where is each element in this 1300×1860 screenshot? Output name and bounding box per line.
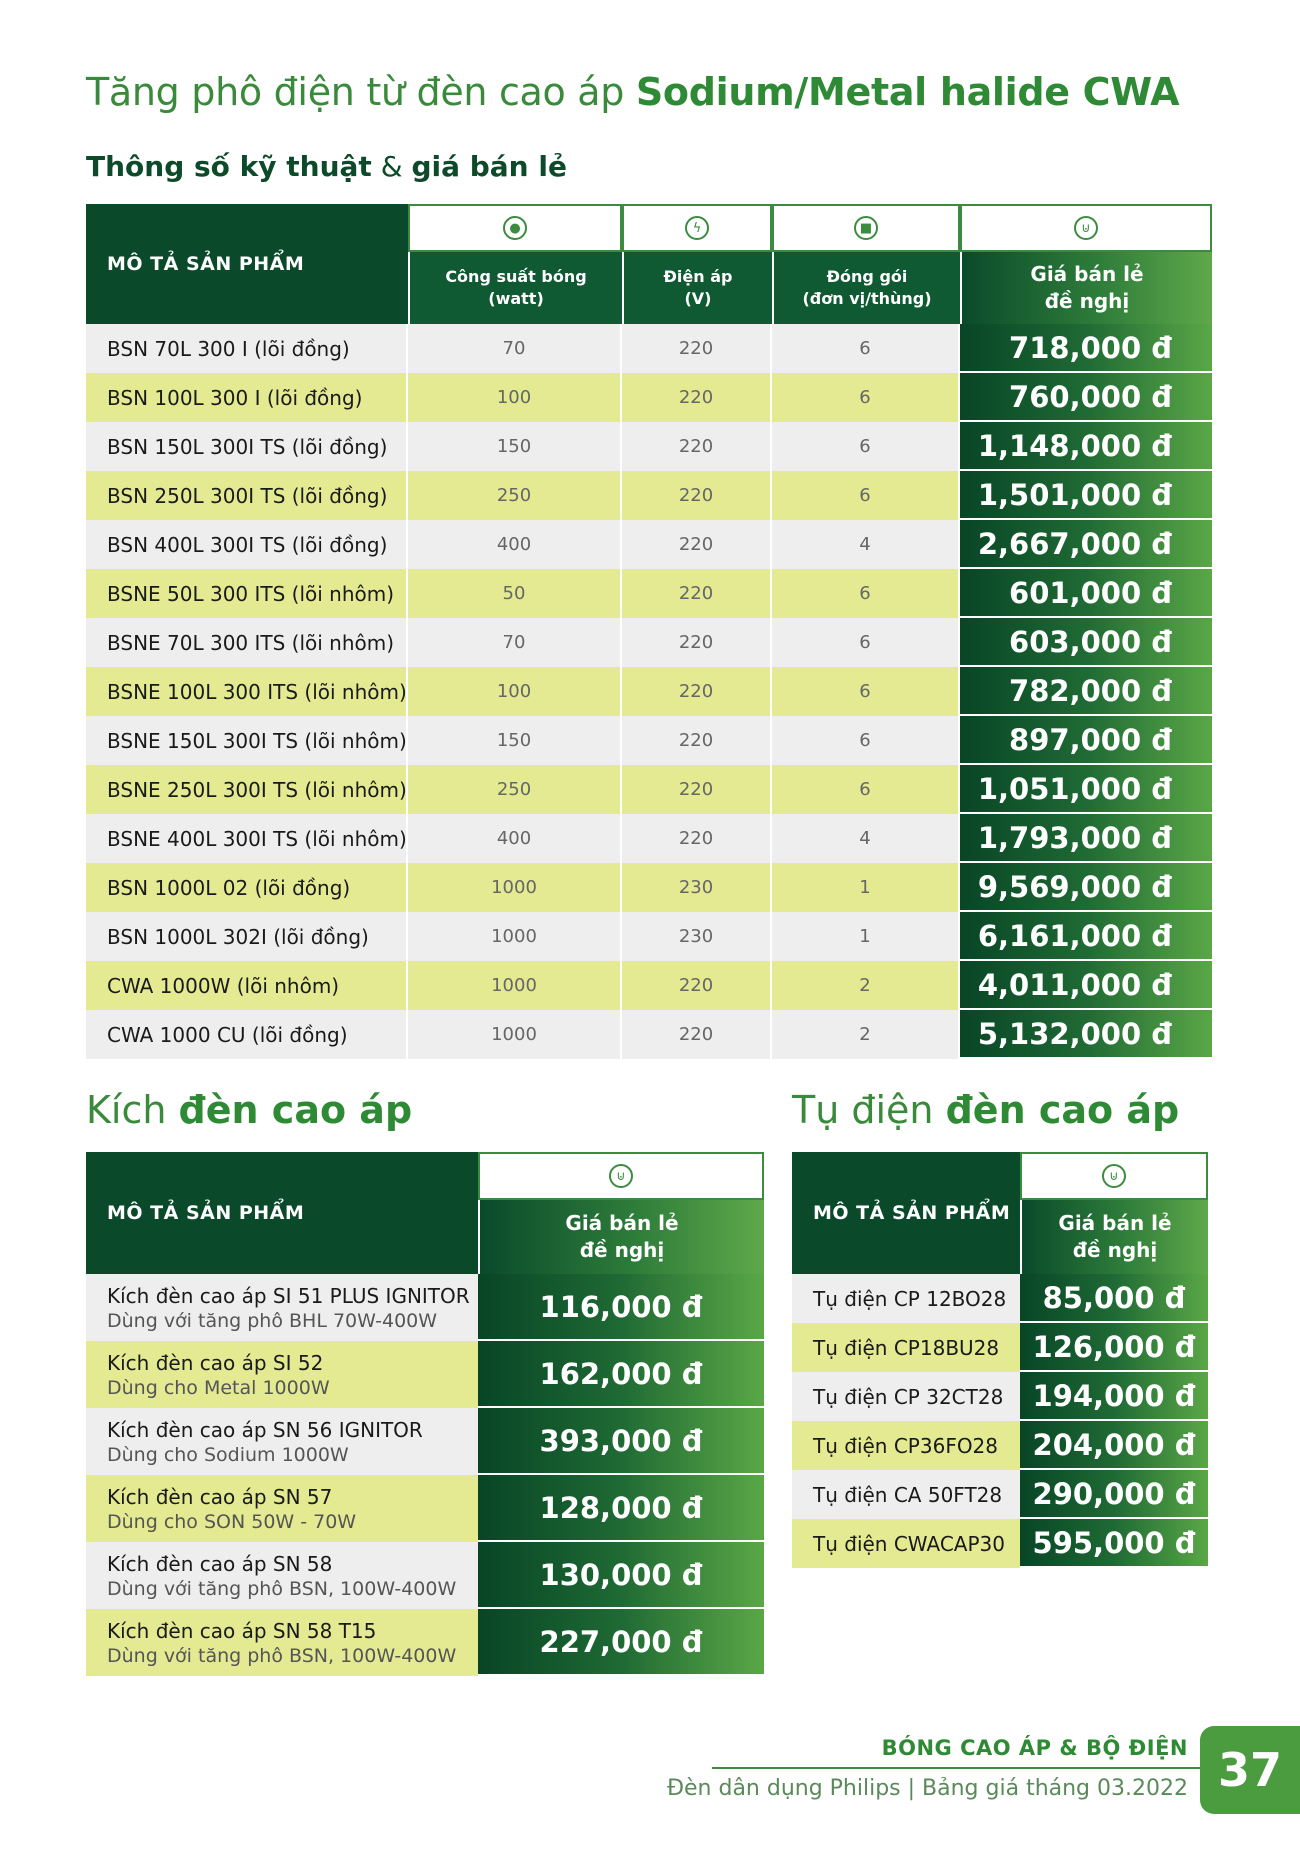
- capacitor-price: 204,000 đ: [1020, 1421, 1208, 1470]
- ballast-name-cell: [86, 1341, 478, 1408]
- ballast-row: [86, 1408, 764, 1475]
- col-price-header: [960, 252, 1212, 324]
- lightning-icon: ϟ: [685, 216, 709, 240]
- voltage-value: 220: [622, 569, 772, 618]
- cart-icon: ⊍: [1074, 216, 1098, 240]
- col-voltage-line2: (V): [684, 289, 712, 308]
- pack-value: 6: [772, 569, 960, 618]
- box-icon: ■: [854, 216, 878, 240]
- price-value: 760,000 đ: [960, 373, 1212, 422]
- col-price-line2: đề nghị: [1044, 289, 1130, 313]
- pack-value: 6: [772, 324, 960, 373]
- pack-value: 6: [772, 618, 960, 667]
- table-row: [86, 373, 1212, 422]
- product-name: BSN 70L 300 I (lõi đồng): [86, 324, 408, 373]
- col-price-line1: Giá bán lẻ: [1030, 262, 1144, 286]
- price-value: 1,501,000 đ: [960, 471, 1212, 520]
- table-row: [86, 324, 1212, 373]
- col-pack-line1: Đóng gói: [826, 267, 908, 287]
- table-row: [86, 1010, 1212, 1059]
- pack-value: 6: [772, 667, 960, 716]
- page-subtitle: [86, 150, 567, 183]
- ballast-header-desc: [86, 1152, 478, 1274]
- product-name: BSNE 150L 300I TS (lõi nhôm): [86, 716, 408, 765]
- price-value: 6,161,000 đ: [960, 912, 1212, 961]
- capacitor-header-desc: [792, 1152, 1020, 1274]
- ballast-section-title: [86, 1088, 412, 1132]
- table-row: [86, 961, 1212, 1010]
- power-value: 250: [408, 765, 622, 814]
- voltage-value: 220: [622, 814, 772, 863]
- product-name: CWA 1000 CU (lõi đồng): [86, 1010, 408, 1059]
- table-row: [86, 912, 1212, 961]
- main-table-header-desc: [86, 204, 408, 324]
- cart-icon: ⊍: [609, 1164, 633, 1188]
- voltage-icon-cell: [622, 204, 772, 252]
- table-row: [86, 471, 1212, 520]
- ballast-price-line2: đề nghị: [579, 1238, 665, 1262]
- pack-value: 4: [772, 814, 960, 863]
- ballast-usage: Dùng cho Sodium 1000W: [107, 1443, 349, 1466]
- table-row: [86, 667, 1212, 716]
- voltage-value: 230: [622, 912, 772, 961]
- ballast-header-desc-text: MÔ TẢ SẢN PHẨM: [107, 1202, 305, 1224]
- ballast-title-bold: đèn cao áp: [178, 1088, 413, 1132]
- capacitor-name: Tụ điện CP18BU28: [813, 1335, 1000, 1360]
- capacitor-name: Tụ điện CA 50FT28: [813, 1482, 1003, 1507]
- page-title: [86, 70, 1179, 114]
- ballast-price: 116,000 đ: [478, 1274, 764, 1341]
- ballast-name: Kích đèn cao áp SN 56 IGNITOR: [107, 1417, 423, 1442]
- capacitor-price: 595,000 đ: [1020, 1519, 1208, 1568]
- pack-value: 2: [772, 1010, 960, 1059]
- capacitor-name-cell: [792, 1372, 1020, 1421]
- col-voltage-line1: Điện áp: [663, 267, 733, 287]
- pack-value: 4: [772, 520, 960, 569]
- pack-value: 2: [772, 961, 960, 1010]
- pack-value: 6: [772, 471, 960, 520]
- price-value: 5,132,000 đ: [960, 1010, 1212, 1059]
- pack-value: 6: [772, 373, 960, 422]
- power-value: 50: [408, 569, 622, 618]
- product-name: CWA 1000W (lõi nhôm): [86, 961, 408, 1010]
- pack-value: 1: [772, 863, 960, 912]
- ballast-price-icon-cell: [478, 1152, 764, 1200]
- table-row: [86, 814, 1212, 863]
- product-name: BSN 250L 300I TS (lõi đồng): [86, 471, 408, 520]
- product-name: BSN 1000L 302I (lõi đồng): [86, 912, 408, 961]
- voltage-value: 220: [622, 1010, 772, 1059]
- voltage-value: 220: [622, 471, 772, 520]
- ballast-name-cell: [86, 1408, 478, 1475]
- ballast-usage: Dùng với tăng phô BHL 70W-400W: [107, 1309, 438, 1332]
- capacitor-name-cell: [792, 1323, 1020, 1372]
- ballast-title-normal: Kích: [86, 1088, 179, 1132]
- lightbulb-icon: ●: [503, 216, 527, 240]
- product-name: BSN 150L 300I TS (lõi đồng): [86, 422, 408, 471]
- product-name: BSNE 100L 300 ITS (lõi nhôm): [86, 667, 408, 716]
- voltage-value: 220: [622, 373, 772, 422]
- col-power-line2: (watt): [488, 289, 544, 308]
- capacitor-price-header: [1020, 1200, 1208, 1274]
- pack-value: 1: [772, 912, 960, 961]
- pack-value: 6: [772, 716, 960, 765]
- ballast-price-header: [478, 1200, 764, 1274]
- ballast-row: [86, 1341, 764, 1408]
- voltage-value: 220: [622, 961, 772, 1010]
- ballast-row: [86, 1274, 764, 1341]
- capacitor-row: [792, 1421, 1208, 1470]
- power-value: 400: [408, 814, 622, 863]
- capacitor-title-bold: đèn cao áp: [945, 1088, 1180, 1132]
- ballast-usage: Dùng cho SON 50W - 70W: [107, 1510, 357, 1533]
- capacitor-name: Tụ điện CP 32CT28: [813, 1384, 1004, 1409]
- power-value: 1000: [408, 863, 622, 912]
- table-row: [86, 765, 1212, 814]
- table-row: [86, 863, 1212, 912]
- page-title-normal: Tăng phô điện từ đèn cao áp: [86, 70, 636, 114]
- capacitor-section-title: [792, 1088, 1179, 1132]
- pack-value: 6: [772, 765, 960, 814]
- voltage-value: 220: [622, 716, 772, 765]
- ballast-name: Kích đèn cao áp SI 51 PLUS IGNITOR: [107, 1283, 470, 1308]
- voltage-value: 220: [622, 667, 772, 716]
- footer-divider: [712, 1767, 1202, 1769]
- page-number: 37: [1200, 1726, 1300, 1814]
- power-value: 100: [408, 667, 622, 716]
- ballast-name: Kích đèn cao áp SI 52: [107, 1350, 324, 1375]
- col-power-line1: Công suất bóng: [445, 267, 587, 287]
- capacitor-name-cell: [792, 1519, 1020, 1568]
- main-header-desc-text: MÔ TẢ SẢN PHẨM: [107, 253, 305, 275]
- table-row: [86, 618, 1212, 667]
- voltage-value: 220: [622, 520, 772, 569]
- price-value: 9,569,000 đ: [960, 863, 1212, 912]
- footer-catalog: Đèn dân dụng Philips | Bảng giá tháng 03.2022: [666, 1776, 1188, 1801]
- power-value: 150: [408, 716, 622, 765]
- subtitle-amp: &: [371, 150, 412, 183]
- product-name: BSN 400L 300I TS (lõi đồng): [86, 520, 408, 569]
- capacitor-price: 290,000 đ: [1020, 1470, 1208, 1519]
- capacitor-title-normal: Tụ điện: [792, 1088, 946, 1132]
- voltage-value: 220: [622, 324, 772, 373]
- product-name: BSNE 250L 300I TS (lõi nhôm): [86, 765, 408, 814]
- voltage-value: 220: [622, 422, 772, 471]
- power-value: 100: [408, 373, 622, 422]
- ballast-usage: Dùng cho Metal 1000W: [107, 1376, 330, 1399]
- capacitor-price-icon-cell: [1020, 1152, 1208, 1200]
- ballast-name: Kích đèn cao áp SN 58 T15: [107, 1618, 377, 1643]
- capacitor-row: [792, 1519, 1208, 1568]
- price-value: 2,667,000 đ: [960, 520, 1212, 569]
- ballast-name-cell: [86, 1542, 478, 1609]
- price-value: 1,793,000 đ: [960, 814, 1212, 863]
- footer-section-name: BÓNG CAO ÁP & BỘ ĐIỆN: [881, 1736, 1188, 1760]
- voltage-value: 220: [622, 618, 772, 667]
- capacitor-price: 194,000 đ: [1020, 1372, 1208, 1421]
- power-value: 1000: [408, 961, 622, 1010]
- ballast-price: 130,000 đ: [478, 1542, 764, 1609]
- ballast-row: [86, 1609, 764, 1676]
- power-value: 150: [408, 422, 622, 471]
- power-value: 1000: [408, 1010, 622, 1059]
- capacitor-price-line1: Giá bán lẻ: [1058, 1211, 1172, 1235]
- power-value: 1000: [408, 912, 622, 961]
- capacitor-row: [792, 1372, 1208, 1421]
- price-value: 718,000 đ: [960, 324, 1212, 373]
- capacitor-price: 85,000 đ: [1020, 1274, 1208, 1323]
- power-value: 250: [408, 471, 622, 520]
- col-pack-line2: (đơn vị/thùng): [802, 289, 932, 308]
- pack-value: 6: [772, 422, 960, 471]
- price-value: 782,000 đ: [960, 667, 1212, 716]
- table-row: [86, 716, 1212, 765]
- power-icon-cell: [408, 204, 622, 252]
- capacitor-name-cell: [792, 1421, 1020, 1470]
- ballast-price: 162,000 đ: [478, 1341, 764, 1408]
- price-value: 603,000 đ: [960, 618, 1212, 667]
- ballast-usage: Dùng với tăng phô BSN, 100W-400W: [107, 1644, 457, 1667]
- voltage-value: 220: [622, 765, 772, 814]
- capacitor-price-line2: đề nghị: [1072, 1238, 1158, 1262]
- power-value: 400: [408, 520, 622, 569]
- pack-icon-cell: [772, 204, 960, 252]
- ballast-name: Kích đèn cao áp SN 57: [107, 1484, 333, 1509]
- product-name: BSN 100L 300 I (lõi đồng): [86, 373, 408, 422]
- capacitor-name-cell: [792, 1470, 1020, 1519]
- ballast-usage: Dùng với tăng phô BSN, 100W-400W: [107, 1577, 457, 1600]
- voltage-value: 230: [622, 863, 772, 912]
- subtitle-part2: giá bán lẻ: [411, 150, 567, 183]
- table-row: [86, 422, 1212, 471]
- price-value: 4,011,000 đ: [960, 961, 1212, 1010]
- ballast-name: Kích đèn cao áp SN 58: [107, 1551, 333, 1576]
- ballast-price: 393,000 đ: [478, 1408, 764, 1475]
- table-row: [86, 569, 1212, 618]
- product-name: BSN 1000L 02 (lõi đồng): [86, 863, 408, 912]
- col-voltage-header: [622, 252, 772, 324]
- product-name: BSNE 50L 300 ITS (lõi nhôm): [86, 569, 408, 618]
- ballast-price: 227,000 đ: [478, 1609, 764, 1676]
- col-power-header: [408, 252, 622, 324]
- ballast-name-cell: [86, 1475, 478, 1542]
- ballast-price-line1: Giá bán lẻ: [565, 1211, 679, 1235]
- page-title-bold: Sodium/Metal halide CWA: [635, 70, 1180, 114]
- cart-icon: ⊍: [1102, 1164, 1126, 1188]
- capacitor-row: [792, 1323, 1208, 1372]
- capacitor-name: Tụ điện CP36FO28: [813, 1433, 999, 1458]
- ballast-name-cell: [86, 1274, 478, 1341]
- price-icon-cell: [960, 204, 1212, 252]
- price-value: 601,000 đ: [960, 569, 1212, 618]
- capacitor-header-desc-text: MÔ TẢ SẢN PHẨM: [813, 1202, 1011, 1224]
- capacitor-name: Tụ điện CWACAP30: [813, 1531, 1005, 1556]
- col-pack-header: [772, 252, 960, 324]
- capacitor-name-cell: [792, 1274, 1020, 1323]
- ballast-price: 128,000 đ: [478, 1475, 764, 1542]
- ballast-name-cell: [86, 1609, 478, 1676]
- subtitle-part1: Thông số kỹ thuật: [86, 150, 372, 183]
- capacitor-name: Tụ điện CP 12BO28: [813, 1286, 1007, 1311]
- product-name: BSNE 400L 300I TS (lõi nhôm): [86, 814, 408, 863]
- capacitor-price: 126,000 đ: [1020, 1323, 1208, 1372]
- power-value: 70: [408, 324, 622, 373]
- price-value: 1,148,000 đ: [960, 422, 1212, 471]
- ballast-row: [86, 1475, 764, 1542]
- price-value: 897,000 đ: [960, 716, 1212, 765]
- ballast-row: [86, 1542, 764, 1609]
- price-value: 1,051,000 đ: [960, 765, 1212, 814]
- power-value: 70: [408, 618, 622, 667]
- product-name: BSNE 70L 300 ITS (lõi nhôm): [86, 618, 408, 667]
- table-row: [86, 520, 1212, 569]
- capacitor-row: [792, 1470, 1208, 1519]
- capacitor-row: [792, 1274, 1208, 1323]
